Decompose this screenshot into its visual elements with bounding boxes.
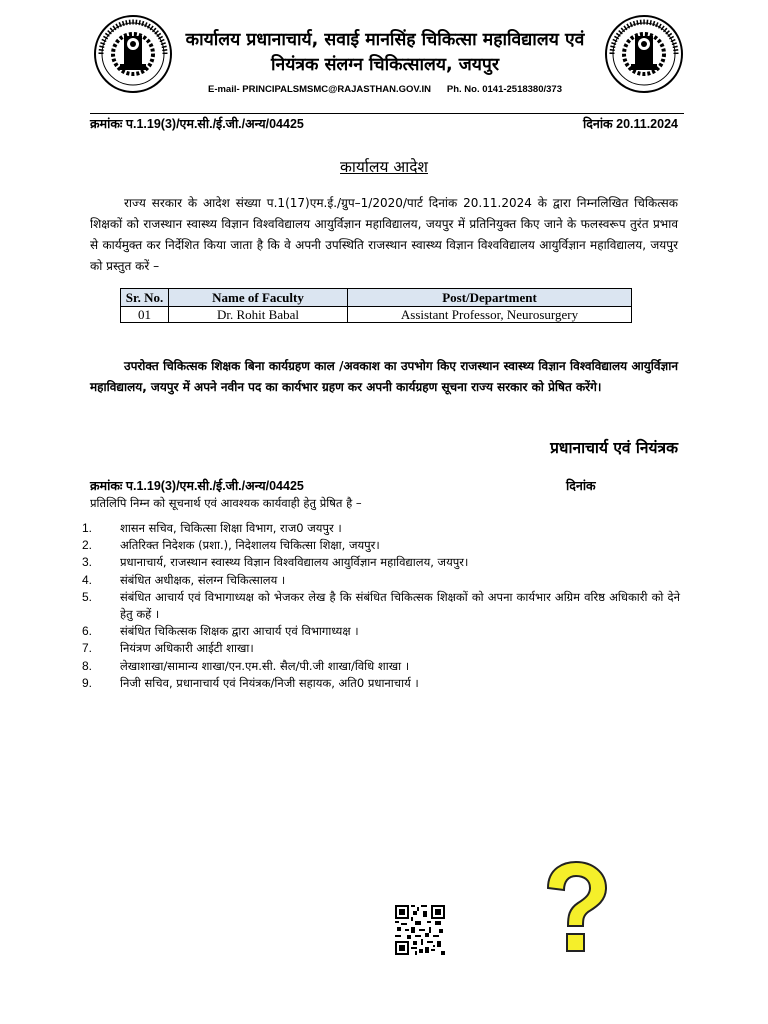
signatory-title: प्रधानाचार्य एवं नियंत्रक	[550, 439, 678, 457]
list-item-text: संबंधित चिकित्सक शिक्षक द्वारा आचार्य एवं विभागाध्यक्ष ।	[120, 624, 359, 639]
list-item-text: अतिरिक्त निदेशक (प्रशा.), निदेशालय चिकित्सा शिक्षा, जयपुर।	[120, 538, 380, 553]
list-item	[82, 658, 680, 675]
list-item-number: 9.	[82, 675, 93, 690]
list-item-text: शासन सचिव, चिकित्सा शिक्षा विभाग, राज0 जयपुर ।	[120, 521, 342, 535]
qr-code-icon[interactable]	[395, 905, 445, 955]
list-item-number: 1.	[82, 521, 93, 535]
cell-post-department: Assistant Professor, Neurosurgery	[348, 307, 632, 323]
cell-sr-no: 01	[121, 307, 169, 323]
office-title-line2: नियंत्रक संलग्न चिकित्सालय, जयपुर	[271, 55, 499, 75]
office-title-line1: कार्यालय प्रधानाचार्य, सवाई मानसिंह चिकित्सा महाविद्यालय एवं	[185, 30, 585, 50]
list-item	[82, 589, 680, 623]
list-item-text: प्रधानाचार्य, राजस्थान स्वास्थ्य विज्ञान विश्वविद्यालय आयुर्विज्ञान महाविद्यालय, जयपुर।	[120, 555, 469, 570]
copy-reference-number: क्रमांकः प.1.19(3)/एम.सी./ई.जी./अन्य/04425	[90, 479, 304, 493]
col-header-name: Name of Faculty	[169, 289, 348, 307]
list-item	[82, 623, 680, 640]
faculty-table	[120, 288, 632, 323]
list-item-number: 8.	[82, 658, 93, 673]
list-item	[82, 640, 680, 657]
list-item-number: 7.	[82, 641, 93, 656]
list-item	[82, 520, 680, 537]
table-header-row	[121, 289, 632, 307]
list-item	[82, 572, 680, 589]
copy-recipient-list	[82, 520, 680, 692]
list-item-number: 2.	[82, 538, 93, 553]
list-item	[82, 537, 680, 554]
list-item-text: संबंधित आचार्य एवं विभागाध्यक्ष को भेजकर लेख है कि संबंधित चिकित्सक शिक्षकों को अपना कार्यभार अग्रिम वरिष्ठ अधिकारी को देने हेतु कहें ।	[120, 589, 680, 622]
copy-reference-date-label: दिनांक	[566, 479, 596, 493]
list-item-text: नियंत्रण अधिकारी आईटी शाखा।	[120, 641, 254, 656]
list-item-text: संबंधित अधीक्षक, संलग्न चिकित्सालय ।	[120, 572, 286, 587]
question-mark-icon[interactable]	[536, 860, 616, 960]
cell-faculty-name: Dr. Rohit Babal	[169, 307, 348, 323]
list-item	[82, 675, 680, 692]
copy-intro: प्रतिलिपि निम्न को सूचनार्थ एवं आवश्यक कार्यवाही हेतु प्रेषित है –	[90, 496, 362, 510]
directive-paragraph: उपरोक्त चिकित्सक शिक्षक बिना कार्यग्रहण काल /अवकाश का उपभोग किए राजस्थान स्वास्थ्य विज्ञान विश्वविद्यालय आयुर्विज्ञान महाविद्यालय, जयपुर में अपने नवीन पद का कार्यभार ग्रहण कर अपनी कार्यग्रहण सूचना राज्य सरकार को प्रेषित करेंगे।	[90, 359, 678, 394]
table-row	[121, 307, 632, 323]
header-divider	[90, 113, 684, 114]
list-item-text: निजी सचिव, प्रधानाचार्य एवं नियंत्रक/निजी सहायक, अति0 प्रधानाचार्य ।	[120, 675, 419, 690]
list-item-number: 3.	[82, 555, 93, 570]
document-heading: कार्यालय आदेश	[340, 158, 428, 176]
col-header-post: Post/Department	[348, 289, 632, 307]
list-item-number: 6.	[82, 624, 93, 639]
list-item-number: 4.	[82, 572, 93, 587]
order-paragraph: राज्य सरकार के आदेश संख्या प.1(17)एम.ई./ग्रुप–1/2020/पार्ट दिनांक 20.11.2024 के द्वारा निम्नलिखित चिकित्सक शिक्षकों को राजस्थान स्वास्थ्य विज्ञान विश्वविद्यालय आयुर्विज्ञान महाविद्यालय, जयपुर में प्रतिनियुक्त किए जाने के फलस्वरूप तुरंत प्रभाव से कार्यमुक्त कर निर्देशित किया जाता है कि वे अपनी उपस्थिति राजस्थान स्वास्थ्य विज्ञान विश्वविद्यालय आयुर्विज्ञान महाविद्यालय, जयपुर को प्रस्तुत करें –	[90, 196, 678, 273]
list-item-number: 5.	[82, 589, 93, 604]
list-item	[82, 554, 680, 571]
col-header-sr-no: Sr. No.	[121, 289, 169, 307]
reference-number: क्रमांकः प.1.19(3)/एम.सी./ई.जी./अन्य/04425	[90, 117, 304, 131]
list-item-text: लेखाशाखा/सामान्य शाखा/एन.एम.सी. सैल/पी.जी शाखा/विधि शाखा ।	[120, 658, 410, 673]
contact-line: E-mail- PRINCIPALSMSMC@RAJASTHAN.GOV.IN Ph. No. 0141-2518380/373	[207, 84, 562, 95]
reference-date: दिनांक 20.11.2024	[583, 117, 678, 131]
